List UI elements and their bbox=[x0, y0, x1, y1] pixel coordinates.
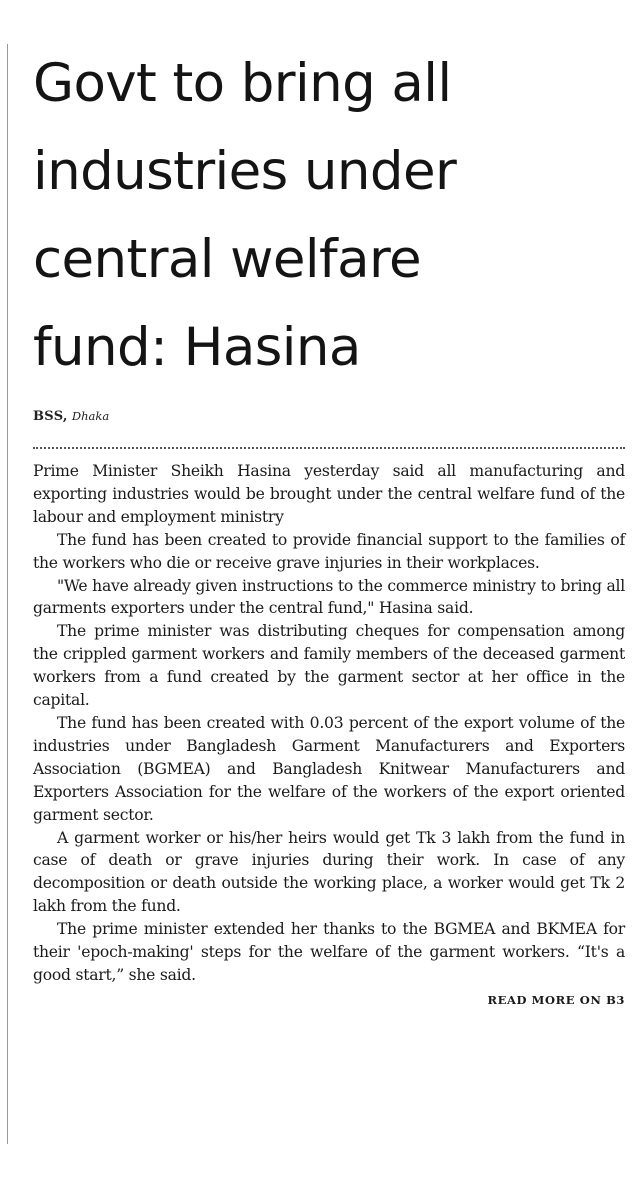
paragraph: The fund has been created with 0.03 percent of the export volume of the industries under Bangladesh Garment Manufacturers and Exporters Association (BGMEA) and Bangladesh Knitwear Manufacturers and Exporters Association for the welfare of the workers of the export oriented garment sector. bbox=[33, 713, 625, 824]
paragraph: The prime minister extended her thanks to the BGMEA and BKMEA for their 'epoch-making' steps for the welfare of the garment workers. “It's a good start,” she said. bbox=[33, 920, 625, 984]
news-article bbox=[33, 40, 625, 1007]
paragraph: The prime minister was distributing cheques for compensation among the crippled garment workers and family members of the deceased garment workers from a fund created by the garment sector at her office in the capital. bbox=[33, 622, 625, 710]
paragraph: "We have already given instructions to the commerce ministry to bring all garments exporters under the central fund," Hasina said. bbox=[33, 576, 625, 618]
read-more-jump: READ MORE ON B3 bbox=[487, 992, 625, 1007]
paragraph: The fund has been created to provide financial support to the families of the workers who die or receive grave injuries in their workplaces. bbox=[33, 530, 625, 572]
column-rule bbox=[7, 44, 8, 1144]
headline-line: fund: Hasina bbox=[33, 317, 361, 378]
article-body bbox=[33, 460, 625, 987]
headline-line: Govt to bring all bbox=[33, 53, 452, 114]
headline bbox=[33, 40, 625, 392]
dotted-divider bbox=[33, 447, 625, 449]
byline-place: Dhaka bbox=[71, 409, 110, 423]
headline-line: central welfare bbox=[33, 229, 422, 290]
paragraph: Prime Minister Sheikh Hasina yesterday said all manufacturing and exporting industries would be brought under the central welfare fund of the labour and employment ministry bbox=[33, 462, 625, 526]
headline-line: industries under bbox=[33, 141, 457, 202]
byline bbox=[33, 408, 625, 425]
paragraph: A garment worker or his/her heirs would get Tk 3 lakh from the fund in case of death or grave injuries during their work. In case of any decomposition or death outside the working place, a worker would get Tk 2 lakh from the fund. bbox=[33, 828, 625, 916]
byline-agency: BSS, bbox=[33, 409, 68, 424]
